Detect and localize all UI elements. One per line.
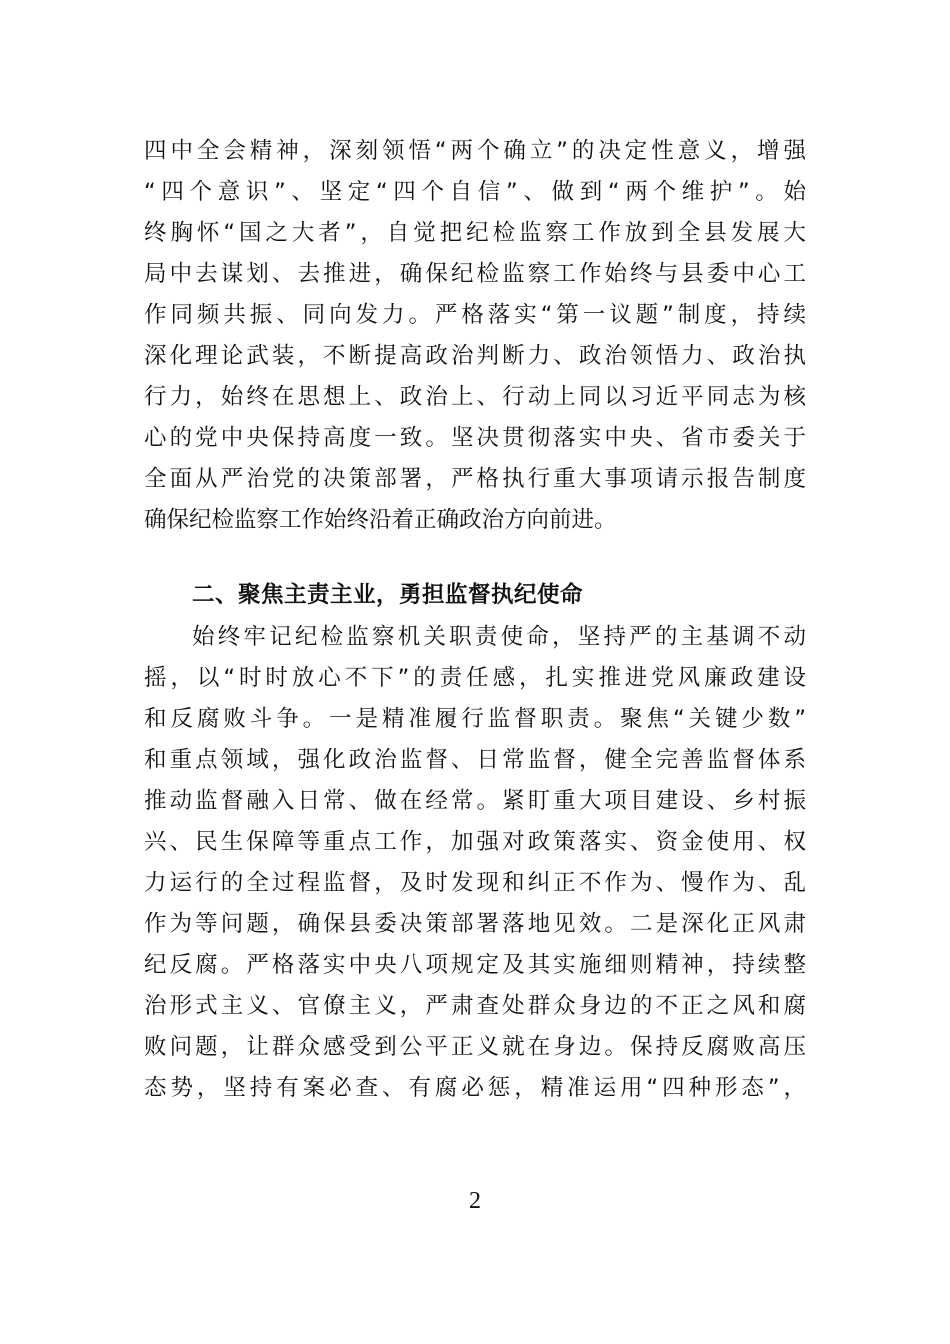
section-heading: 二、聚焦主责主业，勇担监督执纪使命 [192, 582, 584, 608]
text-line: “四个意识”、坚定“四个自信”、做到“两个维护”。始 [144, 179, 806, 205]
text-line: 全面从严治党的决策部署，严格执行重大事项请示报告制度 [144, 466, 806, 492]
text-line: 和反腐败斗争。一是精准履行监督职责。聚焦“关键少数” [144, 706, 806, 732]
text-line: 深化理论武装，不断提高政治判断力、政治领悟力、政治执 [144, 343, 806, 369]
text-line: 败问题，让群众感受到公平正义就在身边。保持反腐败高压 [144, 1034, 806, 1060]
text-line: 治形式主义、官僚主义，严肃查处群众身边的不正之风和腐 [144, 993, 806, 1019]
text-line: 终胸怀“国之大者”，自觉把纪检监察工作放到全县发展大 [144, 220, 806, 246]
text-line: 和重点领域，强化政治监督、日常监督，健全完善监督体系 [144, 747, 806, 773]
text-line: 兴、民生保障等重点工作，加强对政策落实、资金使用、权 [144, 829, 806, 855]
page-number: 2 [469, 1188, 481, 1214]
text-line: 确保纪检监察工作始终沿着正确政治方向前进。 [144, 507, 617, 533]
text-line: 行力，始终在思想上、政治上、行动上同以习近平同志为核 [144, 384, 806, 410]
text-line: 态势，坚持有案必查、有腐必惩，精准运用“四种形态”， [144, 1075, 806, 1101]
text-line: 摇，以“时时放心不下”的责任感，扎实推进党风廉政建设 [144, 665, 806, 691]
text-line: 作同频共振、同向发力。严格落实“第一议题”制度，持续 [144, 302, 806, 328]
text-line: 力运行的全过程监督，及时发现和纠正不作为、慢作为、乱 [144, 870, 806, 896]
text-line: 纪反腐。严格落实中央八项规定及其实施细则精神，持续整 [144, 952, 806, 978]
text-line: 局中去谋划、去推进，确保纪检监察工作始终与县委中心工 [144, 261, 806, 287]
text-line: 始终牢记纪检监察机关职责使命，坚持严的主基调不动 [192, 624, 806, 650]
text-line: 心的党中央保持高度一致。坚决贯彻落实中央、省市委关于 [144, 425, 806, 451]
text-line: 推动监督融入日常、做在经常。紧盯重大项目建设、乡村振 [144, 788, 806, 814]
text-line: 四中全会精神，深刻领悟“两个确立”的决定性意义，增强 [144, 138, 806, 164]
text-line: 作为等问题，确保县委决策部署落地见效。二是深化正风肃 [144, 911, 806, 937]
